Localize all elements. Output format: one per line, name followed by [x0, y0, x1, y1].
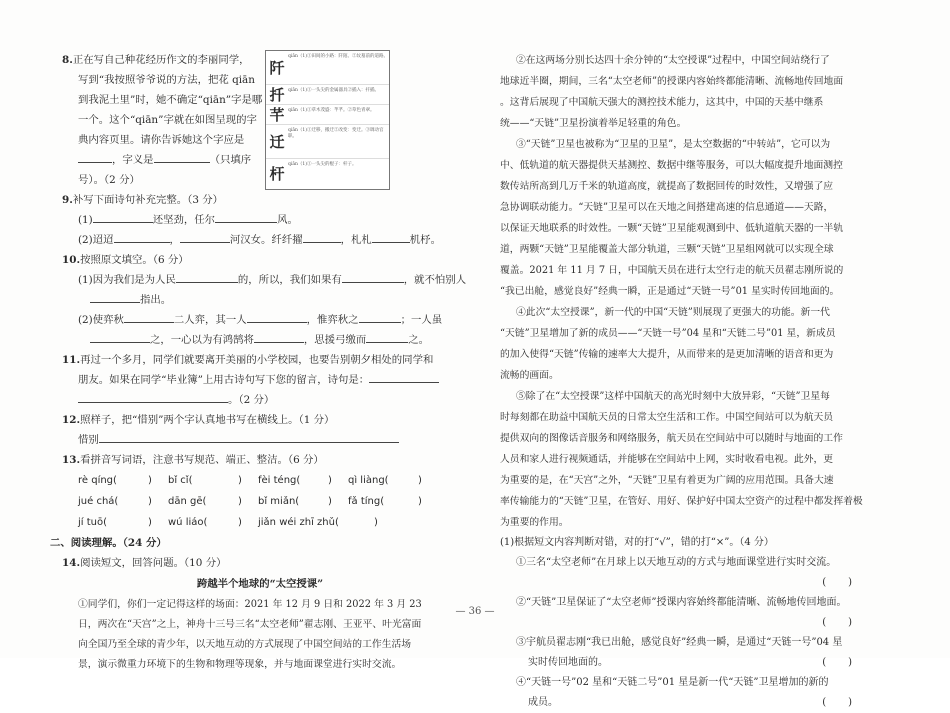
- text-line: 道，两颗“天链”卫星能覆盖大部分轨道，三颗“天链”卫星组网就可以实现全球: [500, 244, 834, 255]
- q9-l1a: (1): [78, 214, 93, 226]
- article-p1-line2: 日，两次在“天宫”之上，神舟十三号三名“太空老师”翟志刚、王亚平、叶光富面: [78, 619, 422, 630]
- dict-char: 杆: [269, 165, 285, 183]
- article-p3: [500, 134, 892, 302]
- answer-paren[interactable]: ): [418, 496, 422, 507]
- q10-blank3[interactable]: [90, 291, 140, 303]
- q9-l2d: ，札札: [340, 234, 372, 246]
- q10-blank5[interactable]: [247, 311, 307, 323]
- article-p1-line3: 向全国乃至全球的青少年，以天地互动的方式展现了中国空间站的工作生活场: [78, 639, 412, 650]
- article-p2: [500, 50, 892, 134]
- page-number: — 36 —: [455, 606, 495, 617]
- q10-l3a: (2)使弈秋: [78, 314, 124, 326]
- pinyin-item: jué chá(: [78, 496, 119, 507]
- q8-line1: 正在写自己种花经历作文的李丽同学，: [72, 54, 250, 66]
- answer-paren[interactable]: ): [328, 496, 332, 507]
- q10-blank6[interactable]: [359, 311, 401, 323]
- article-p1-line4: 景，演示微重力环境下的生物和物理等现象，并与地面课堂进行实时交流。: [78, 659, 402, 670]
- q10-l4a: 之，一心以为有鸿鹄将: [150, 334, 254, 346]
- q10-l3d: ；一人虽: [400, 314, 443, 326]
- q10-l4c: 之。: [408, 334, 430, 346]
- pinyin-item: bǐ miǎn(: [258, 496, 300, 507]
- text-line: 为重要的是，在“天宫”之外，“天链”卫星有着更为广阔的应用范围。具备大速: [500, 475, 834, 486]
- text-line: 人员和家人进行视频通话，并能够在空间站中上网，实时收看电视。此外，更: [500, 454, 834, 465]
- dict-entry: [266, 159, 389, 189]
- text-line: 覆盖。2021 年 11 月 7 日，中国航天员在进行太空行走的航天员翟志刚所说的: [500, 265, 844, 276]
- q9-l2c: 河汉女。纤纤擢: [229, 234, 303, 246]
- judge-answer-1[interactable]: [500, 573, 892, 593]
- judge-item-4: ④“天链一号”02 星和“天链二号”01 星是新一代“天链”卫星增加的新的: [516, 677, 829, 688]
- q10-l1b: 的，所以，我们如果有: [237, 274, 342, 286]
- text-line: 数传站所高到几万千米的轨道高度，就提高了数据回传的时效性，又增强了应: [500, 181, 834, 192]
- text-line: ②在这两场分别长达四十余分钟的“太空授课”过程中，中国空间站绕行了: [516, 55, 830, 66]
- q10-number: 10.: [62, 254, 81, 266]
- q9-blank3[interactable]: [114, 231, 170, 243]
- text-line: 为重要的作用。: [500, 517, 569, 528]
- text-line: 实时传回地面的。: [528, 657, 608, 668]
- text-line: 以保证天地联系的时效性。一颗“天链”卫星能观测到中、低轨道航天器的一半轨: [500, 223, 844, 234]
- article-p4: [500, 302, 892, 386]
- answer-paren[interactable]: ): [238, 517, 242, 528]
- judge-answer-4[interactable]: [822, 693, 852, 713]
- q9-l2a: (2)迢迢: [78, 234, 114, 246]
- dict-entry: [266, 125, 389, 159]
- q9-blank5[interactable]: [303, 231, 341, 243]
- q13-number: 13.: [62, 454, 81, 466]
- pinyin-item: rè qíng(: [78, 475, 117, 486]
- judge-item-2: ②“天链”卫星保证了“太空老师”授课内容始终都能清晰、流畅地传回地面。: [516, 597, 847, 608]
- q8-line3: 到我泥土里”时，她不确定“qiān”字是哪: [78, 94, 263, 106]
- answer-paren[interactable]: ): [418, 475, 422, 486]
- pinyin-item: wú liáo(: [168, 517, 208, 528]
- q13-row3: [62, 512, 458, 533]
- q13-row2: [62, 491, 458, 512]
- q11-line2: 朋友。如果在同学“毕业簿”上用古诗句写下您的留言，诗句是：: [78, 374, 370, 386]
- q10-l3c: ，惟弈秋之: [306, 314, 359, 326]
- q9-title: 补写下面诗句补充完整。（3 分）: [72, 194, 224, 206]
- article-p1-line1: ①同学们，你们一定记得这样的场面：2021 年 12 月 9 日和 2022 年 3 月 23: [78, 599, 422, 610]
- paren-close: ): [848, 657, 852, 668]
- paren-open: (: [822, 617, 827, 628]
- q8-line5: 典内容页里。请你告诉她这个字应是: [78, 134, 245, 146]
- q10-title: 按照原文填空。（6 分）: [80, 254, 189, 266]
- text-line: “天链”卫星增加了新的成员——“天链一号”04 星和“天链二号”01 星，新成员: [500, 328, 836, 339]
- paren-open: (: [822, 697, 827, 708]
- judge-item-1: ①三名“太空老师”在月球上以天地互动的方式与地面课堂进行实时交流。: [516, 557, 837, 568]
- answer-paren[interactable]: ): [238, 475, 242, 486]
- article-title: 跨越半个地球的“太空授课”: [196, 578, 324, 590]
- q10-l4b: ，思援弓缴而: [303, 334, 367, 346]
- q8-line6a: ，字义是: [112, 154, 154, 166]
- judge-answer-2[interactable]: [500, 613, 892, 633]
- text-line: ⑤除了在“太空授课”这样中国航天的高光时刻中大放异彩，“天链”卫星每: [516, 391, 830, 402]
- q10-blank7[interactable]: [90, 331, 150, 343]
- q9-l2b: ，: [169, 234, 180, 246]
- text-line: 急协调联动能力。“天链”卫星可以在天地之间搭建高速的信息通道——天路，: [500, 202, 834, 213]
- q8-line6b: （只填序: [209, 154, 252, 166]
- article-p5: [500, 386, 892, 533]
- q8-char-blank[interactable]: [78, 151, 112, 163]
- q10-l1a: (1)因为我们是为人民: [78, 274, 176, 286]
- text-line: “我已出舱，感觉良好”经典一瞬，正是通过“天链一号”01 星实时传回地面的。: [500, 286, 840, 297]
- answer-paren[interactable]: ): [148, 475, 152, 486]
- answer-paren[interactable]: ): [374, 517, 378, 528]
- q11-line3: 。（2 分）: [228, 394, 275, 406]
- text-line: 时每刻都在助益中国航天员的日常太空生活和工作。中国空间站可以为航天员: [500, 412, 834, 423]
- answer-paren[interactable]: ): [148, 496, 152, 507]
- paren-close: ): [848, 577, 852, 588]
- q12-sample: 惜别: [78, 434, 99, 446]
- q10-blank2[interactable]: [342, 271, 404, 283]
- dict-entry: [266, 51, 389, 85]
- section-reading-heading: 二、阅读理解。（24 分）: [50, 537, 167, 549]
- text-line: 的加入使得“天链”传输的速率大大提升，从而带来的是更加清晰的语音和更为: [500, 349, 834, 360]
- text-line: 提供双向的图像话音服务和网络服务，航天员在空间站中可以随时与地面的工作: [500, 433, 843, 444]
- text-line: 成员。: [528, 697, 558, 708]
- q12-writing-line[interactable]: [99, 431, 399, 443]
- dict-note: qiān（1)①迁移，搬迁②改变：变迁。③调动官职。: [288, 128, 384, 139]
- dict-entry: [266, 85, 389, 105]
- dict-char: 迁: [269, 133, 285, 151]
- q10-l1c: ，就不怕别人: [403, 274, 467, 286]
- q11-line1: 再过一个多月，同学们就要离开美丽的小学校园，也要告别朝夕相处的同学和: [80, 354, 434, 366]
- q14-number: 14.: [62, 557, 81, 569]
- q11-blank1[interactable]: [369, 371, 439, 383]
- paren-close: ): [848, 697, 852, 708]
- answer-paren[interactable]: ): [148, 517, 152, 528]
- q10-blank1[interactable]: [176, 271, 238, 283]
- dict-char: 阡: [269, 59, 285, 77]
- text-line: 统——“天链”卫星扮演着举足轻重的角色。: [500, 118, 687, 129]
- pinyin-item: jiǎn wéi zhī zhǔ(: [258, 517, 339, 528]
- q8-line2: 写到“我按照爷爷说的方法，把花 qiān: [78, 74, 255, 86]
- dict-char: 芊: [269, 106, 285, 124]
- pinyin-item: dān gē(: [168, 496, 207, 507]
- q10-l3b: 二人弈，其一人: [173, 314, 247, 326]
- q10-blank4[interactable]: [124, 311, 174, 323]
- q9-blank2[interactable]: [215, 211, 277, 223]
- answer-paren[interactable]: ): [328, 475, 332, 486]
- q14-title: 阅读短文，回答问题。（10 分）: [80, 557, 227, 569]
- q9-blank4[interactable]: [180, 231, 230, 243]
- paren-open: (: [822, 577, 827, 588]
- q12-title: 照样子，把“惜别”两个字认真地书写在横线上。（1 分）: [80, 414, 335, 426]
- q9-blank6[interactable]: [372, 231, 410, 243]
- answer-paren[interactable]: ): [238, 496, 242, 507]
- q8-number: 8.: [62, 54, 73, 66]
- judge-answer-3[interactable]: [822, 653, 852, 673]
- q11-number: 11.: [62, 354, 81, 366]
- pinyin-item: bǐ cǐ(: [168, 475, 193, 486]
- q9-blank1[interactable]: [93, 211, 153, 223]
- judge-item-3: ③宇航员翟志刚“我已出舱，感觉良好”经典一瞬，是通过“天链一号”04 星: [516, 637, 843, 648]
- pinyin-item: fèi téng(: [258, 475, 301, 486]
- pinyin-item: jí tuō(: [78, 517, 108, 528]
- q11-blank2[interactable]: [78, 391, 228, 403]
- dict-entry: [266, 105, 389, 125]
- q13-title: 看拼音写词语，注意书写规范、端正、整洁。（6 分）: [80, 454, 324, 466]
- q8-line7: 号）。（2 分）: [78, 174, 140, 186]
- q9-l2e: 机杼。: [409, 234, 441, 246]
- dict-char: 扦: [269, 86, 285, 104]
- paren-close: ): [848, 617, 852, 628]
- dict-note: qiān（1)①田间的小路：阡陌。②坟墓前的道路。: [288, 54, 389, 59]
- q10-blank8[interactable]: [254, 331, 304, 343]
- q8-line4: 一个。这个“qiān”字就在如图呈现的字: [78, 114, 257, 126]
- q8-meaning-blank[interactable]: [154, 151, 210, 163]
- text-line: ③“天链”卫星也被称为“卫星的卫星”，是太空数据的“中转站”，它可以为: [516, 139, 831, 150]
- q9-number: 9.: [62, 194, 73, 206]
- text-line: 地球近半圈，期间，三名“太空老师”的授课内容始终都能清晰、流畅地传回地面: [500, 76, 844, 87]
- q12-number: 12.: [62, 414, 81, 426]
- text-line: 流畅的画面。: [500, 370, 559, 381]
- judge-question-title: (1)根据短文内容判断对错，对的打“√”，错的打“×”。（4 分）: [500, 537, 774, 548]
- pinyin-item: fǎ tíng(: [348, 496, 385, 507]
- right-column: [500, 50, 892, 713]
- judge-item-3-cont: [500, 653, 892, 673]
- text-line: ④此次“太空授课”，新一代的中国“天链”则展现了更强大的功能。新一代: [516, 307, 830, 318]
- q10-blank9[interactable]: [366, 331, 408, 343]
- q9-l1b: 还坚劲，任尔: [152, 214, 216, 226]
- q13-row1: [62, 470, 458, 491]
- q10-l2a: 指出。: [140, 294, 172, 306]
- dict-note: qiān（1)①草木茂盛：芊芊。②草色青翠。: [288, 108, 375, 113]
- judge-item-4-cont: [500, 693, 892, 713]
- paren-open: (: [822, 657, 827, 668]
- dict-note: qiān（1)①一头尖的棍子：杆子。: [288, 162, 357, 167]
- left-column: [50, 50, 467, 675]
- text-line: 中、低轨道的航天器提供天基测控、数据中继等服务，可以大幅度提升地面测控: [500, 160, 843, 171]
- dict-note: qiān（1)①一头尖的金属器具②插入：扦插。: [288, 88, 380, 93]
- pinyin-item: qì liàng(: [348, 475, 389, 486]
- dictionary-figure: [265, 50, 390, 190]
- q9-l1c: 风。: [277, 214, 298, 226]
- text-line: 。这背后展现了中国航天强大的测控技术能力，这其中，中国的天基中继系: [500, 97, 824, 108]
- text-line: 率传输能力的“天链”卫星，在管好、用好、保护好中国太空资产的过程中都发挥着极: [500, 496, 863, 507]
